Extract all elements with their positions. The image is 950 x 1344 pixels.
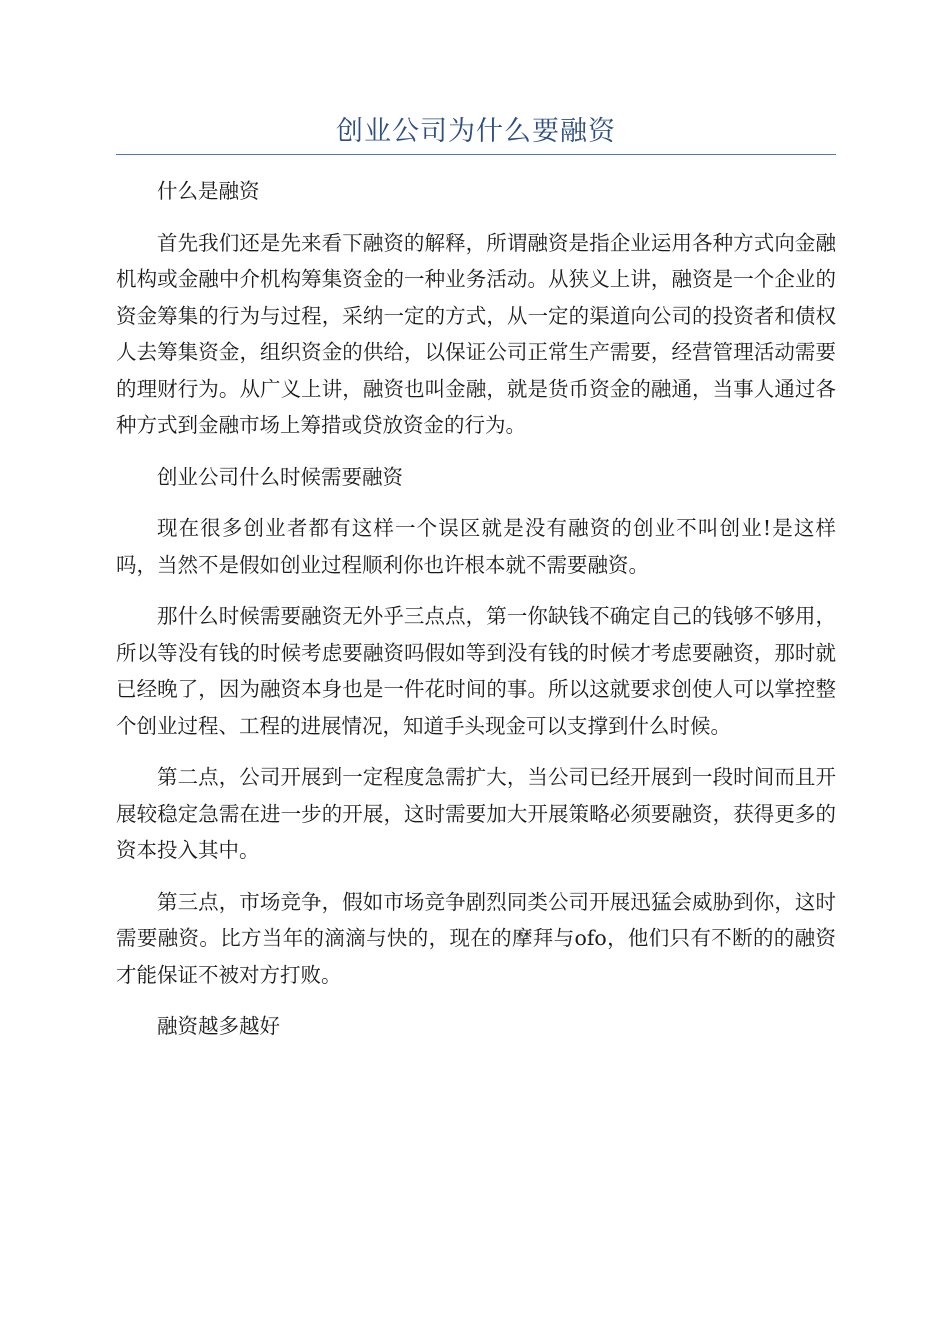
paragraph-misconception: 现在很多创业者都有这样一个误区就是没有融资的创业不叫创业!是这样吗，当然不是假如创业过程顺利你也许根本就不需要融资。 [116,516,836,577]
title-underline [116,154,836,155]
section-heading-when-to-finance: 创业公司什么时候需要融资 [157,464,403,489]
paragraph-point-three: 第三点，市场竞争，假如市场竞争剧烈同类公司开展迅猛会威胁到你，这时需要融资。比方当年的滴滴与快的，现在的摩拜与ofo，他们只有不断的的融资才能保证不被对方打败。 [116,889,836,987]
page-title: 创业公司为什么要融资 [336,116,616,147]
paragraph-point-one: 那什么时候需要融资无外乎三点点，第一你缺钱不确定自己的钱够不够用，所以等没有钱的时候考虑要融资吗假如等到没有钱的时候才考虑要融资，那时就已经晚了，因为融资本身也是一件花时间的事。所以这就要求创使人可以掌控整个创业过程、工程的进展情况，知道手头现金可以支撑到什么时候。 [116,604,836,738]
paragraph-point-two: 第二点，公司开展到一定程度急需扩大，当公司已经开展到一段时间而且开展较稳定急需在进一步的开展，这时需要加大开展策略必须要融资，获得更多的资本投入其中。 [116,765,836,862]
section-heading-more-is-better: 融资越多越好 [157,1014,280,1038]
section-heading-what-is-financing: 什么是融资 [157,179,260,203]
paragraph-financing-definition: 首先我们还是先来看下融资的解释，所谓融资是指企业运用各种方式向金融机构或金融中介机构筹集资金的一种业务活动。从狭义上讲，融资是一个企业的资金筹集的行为与过程，采纳一定的方式，从一定的渠道向公司的投资者和债权人去筹集资金，组织资金的供给，以保证公司正常生产需要，经营管理活动需要的理财行为。从广义上讲，融资也叫金融，就是货币资金的融通，当事人通过各种方式到金融市场上筹措或贷放资金的行为。 [116,230,836,437]
document-page [116,112,836,1060]
